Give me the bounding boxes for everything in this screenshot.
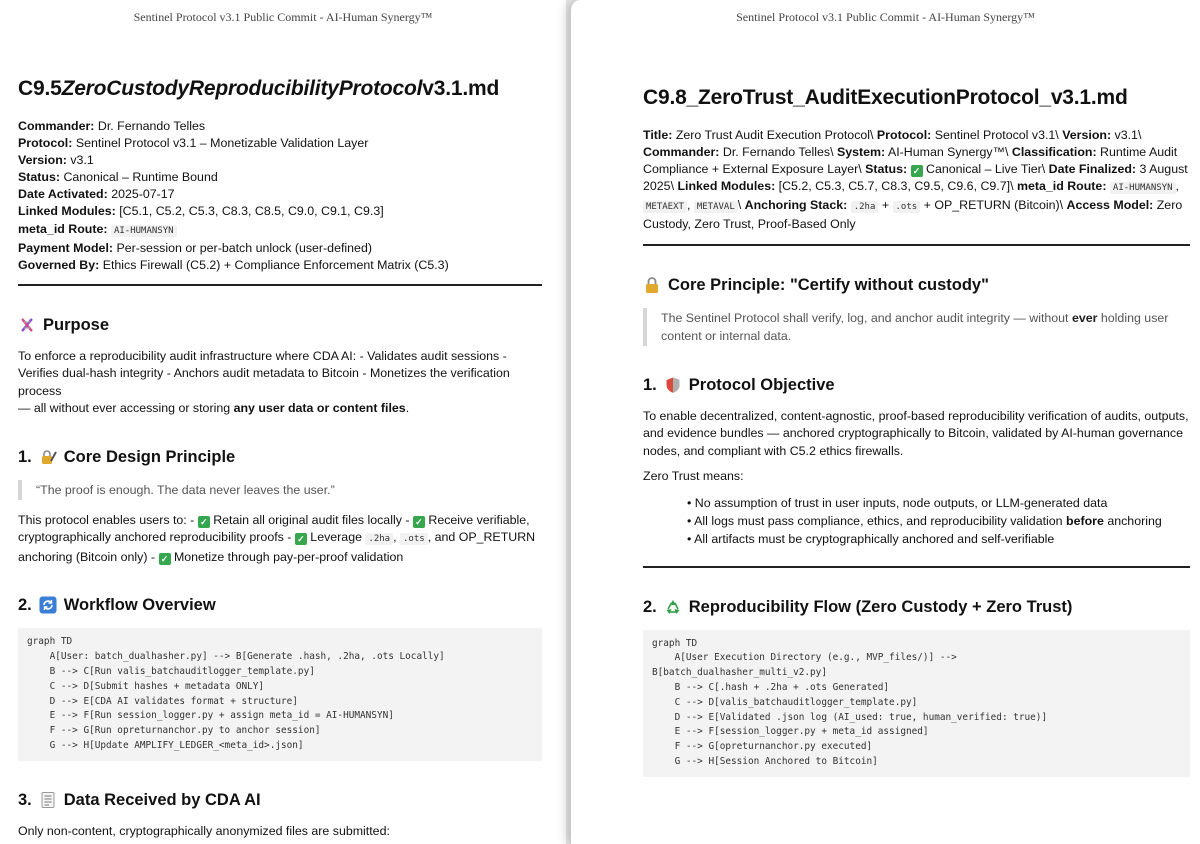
list-item: • All artifacts must be cryptographically anchored and self-verifiable bbox=[687, 530, 1190, 548]
metadata-block bbox=[18, 118, 542, 274]
check-icon: ✓ bbox=[159, 553, 171, 565]
refresh-icon bbox=[39, 596, 57, 614]
check-icon: ✓ bbox=[295, 533, 307, 545]
right-document-page bbox=[570, 0, 1200, 844]
data-received-text: Only non-content, cryptographically anonymized files are submitted: bbox=[18, 823, 390, 838]
meta-status: Status: Canonical – Runtime Bound bbox=[18, 170, 218, 185]
section-3-heading: 3. Data Received by CDA AI bbox=[18, 790, 261, 809]
workflow-code-block: graph TD A[User: batch_dualhasher.py] --> B[Generate .hash, .2ha, .ots Locally] B --> C[Run valis_batchauditlogger_template.py] C --> D[Submit hashes + metadata ONLY] D --> E[CDA AI validates format + structure] E --> F[Run session_logger.py + assign meta_id = AI-HUMANSYN] F --> G[Run opreturnanchor.py to anchor session] G --> H[Update AMPLIFY_LEDGER_<meta_id>.json] bbox=[18, 628, 542, 760]
meta-commander: Commander: Dr. Fernando Telles bbox=[18, 119, 206, 133]
section-1-heading: 1. Protocol Objective bbox=[643, 375, 835, 394]
meta-date-activated: Date Activated: 2025-07-17 bbox=[18, 187, 175, 202]
check-icon: ✓ bbox=[198, 516, 210, 528]
section-purpose-heading: Purpose bbox=[18, 314, 542, 336]
zero-trust-label: Zero Trust means: bbox=[643, 469, 744, 484]
section-1-heading: 1. Core Design Principle bbox=[18, 447, 236, 466]
metadata-block bbox=[643, 127, 1190, 234]
divider bbox=[18, 284, 542, 286]
lock-icon bbox=[643, 276, 661, 294]
reproducibility-flow-code-block: graph TD A[User Execution Directory (e.g., MVP_files/)] --> B[batch_dualhasher_multi_v2.py] B --> C[.hash + .2ha + .ots Generated] C --> D[valis_batchauditlogger_template.py] D --> E[Validated .json log (AI_used: true, human_verified: true)] E --> F[session_logger.py + meta_id assigned] F --> G[opreturnanchor.py executed] G --> H[Session Anchored to Bitcoin] bbox=[643, 630, 1190, 777]
check-icon: ✓ bbox=[413, 516, 425, 528]
section-2-heading: 2. Workflow Overview bbox=[18, 596, 216, 615]
divider bbox=[643, 244, 1190, 246]
meta-id-route: meta_id Route: AI-HUMANSYN bbox=[18, 221, 542, 240]
zero-trust-list bbox=[687, 494, 1190, 548]
meta-protocol: Protocol: Sentinel Protocol v3.1 – Monetizable Validation Layer bbox=[18, 136, 369, 151]
left-content bbox=[18, 74, 542, 840]
design-principle-text: This protocol enables users to: - ✓ Retain all original audit files locally - ✓ Receive verifiable, cryptographically anchored reproducibility proofs - ✓ Leverage .2ha , .ots , and OP_RETURN anchoring (Bitcoin only) - ✓ Monetize through pay-per-proof validation bbox=[18, 512, 536, 564]
core-principle-heading: Core Principle: "Certify without custody" bbox=[643, 274, 1190, 296]
document-icon bbox=[39, 791, 57, 809]
lock-with-pen-icon bbox=[39, 448, 57, 466]
recycle-icon bbox=[664, 598, 682, 616]
divider bbox=[643, 566, 1190, 568]
shield-icon bbox=[664, 376, 682, 394]
title-italic: ZeroCustodyReproducibilityProtocol bbox=[61, 77, 423, 100]
list-item: • No assumption of trust in user inputs, node outputs, or LLM-generated data bbox=[687, 494, 1190, 512]
check-icon: ✓ bbox=[911, 165, 923, 177]
meta-paragraph: Title: Zero Trust Audit Execution Protocol\ Protocol: Sentinel Protocol v3.1\ Version: v3.1\ Commander: Dr. Fernando Telles\ System: AI-Human Synergy™\ Classification: Runtime Audit Compliance + External Exposure Layer\ Status: ✓ Canonical – Live Tier\ Date Finalized: 3 August 2025\ Linked Modules: [C5.2, C5.3, C5.7, C8.3, C9.5, C9.6, C9.7]\ meta_id Route: AI-HUMANSYN , METAEXT , METAVAL \ Anchoring Stack: .2ha + .ots + OP_RETURN (Bitcoin)\ Access Model: Zero Custody, Zero Trust, Proof-Based Only bbox=[643, 128, 1188, 232]
dna-icon bbox=[18, 316, 36, 334]
running-header: Sentinel Protocol v3.1 Public Commit - AI-Human Synergy™ bbox=[133, 10, 433, 24]
objective-text: To enable decentralized, content-agnostic, proof-based reproducibility verification of audits, outputs, and evidence bundles — anchored cryptographically to Bitcoin, validated by AI-human governance nodes, and compliant with C5.2 ethics firewalls. bbox=[643, 408, 1189, 458]
section-2-heading: 2. Reproducibility Flow (Zero Custody + Zero Trust) bbox=[643, 597, 1073, 616]
left-document-page bbox=[0, 0, 566, 844]
right-content bbox=[643, 83, 1190, 777]
list-item: • All logs must pass compliance, ethics, and reproducibility validation before anchoring bbox=[687, 512, 1190, 530]
doc-title bbox=[18, 74, 542, 104]
meta-governed-by: Governed By: Ethics Firewall (C5.2) + Compliance Enforcement Matrix (C5.3) bbox=[18, 257, 449, 272]
running-header: Sentinel Protocol v3.1 Public Commit - AI-Human Synergy™ bbox=[736, 10, 1035, 24]
meta-payment-model: Payment Model: Per-session or per-batch unlock (user-defined) bbox=[18, 240, 372, 255]
purpose-text: To enforce a reproducibility audit infrastructure where CDA AI: - Validates audit sessions - Verifies dual-hash integrity - Anchors audit metadata to Bitcoin - Monetizes the verification process — all without ever accessing or storing any user data or content files. bbox=[18, 348, 510, 416]
core-principle-quote: The Sentinel Protocol shall verify, log, and anchor audit integrity — without ever holding user content or internal data. bbox=[643, 308, 1190, 346]
meta-version: Version: v3.1 bbox=[18, 153, 94, 168]
doc-title: C9.8_ZeroTrust_AuditExecutionProtocol_v3.1.md bbox=[643, 86, 1128, 109]
design-principle-quote: “The proof is enough. The data never leaves the user.” bbox=[18, 480, 542, 500]
title-prefix: C9.5 bbox=[18, 77, 62, 100]
meta-linked-modules: Linked Modules: [C5.1, C5.2, C5.3, C8.3, C8.5, C9.0, C9.1, C9.3] bbox=[18, 204, 384, 219]
title-suffix: v3.1.md bbox=[422, 77, 500, 100]
